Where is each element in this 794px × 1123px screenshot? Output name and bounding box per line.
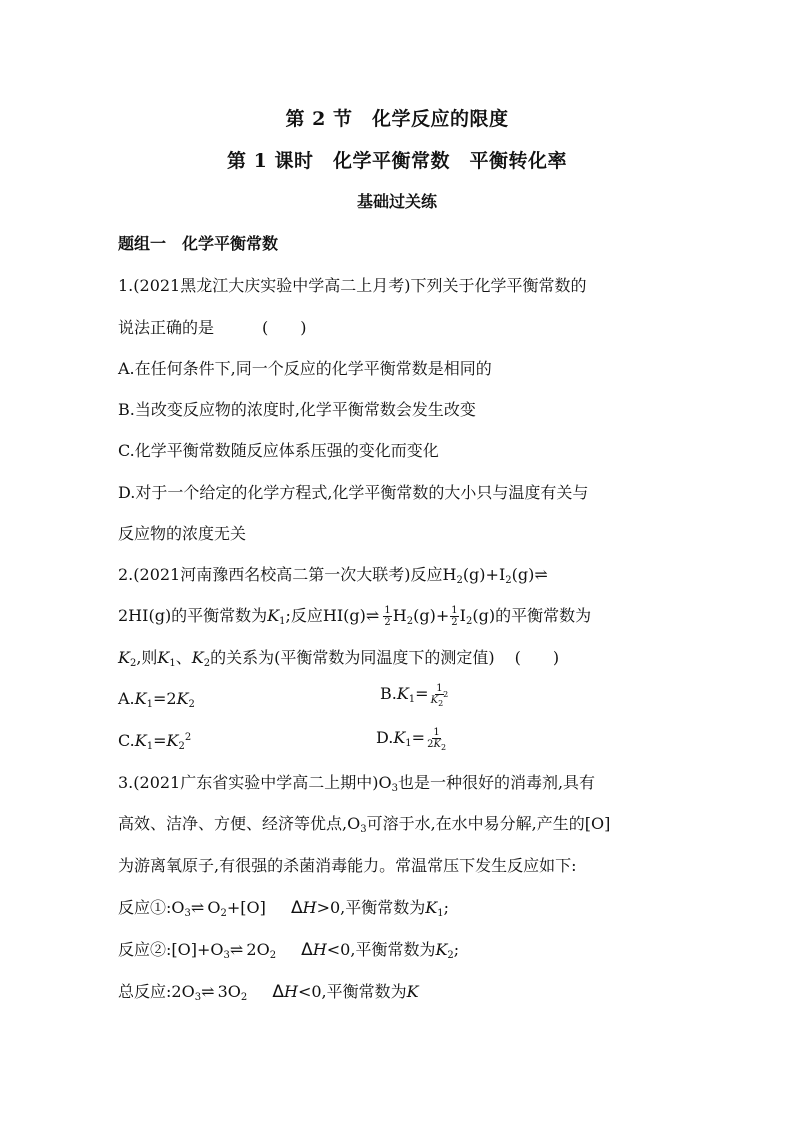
q1-option-d-line2: 反应物的浓度无关 <box>118 524 247 543</box>
delta-symbol: Δ <box>272 982 284 1002</box>
q2-options-row2 <box>118 727 447 752</box>
q2-option-a: $A.K_1=2K_2$ <box>118 689 195 710</box>
q3-reaction-2: 反应$②:[O]+O_3\rightleftharpoons$ $2O_2$ ΔH<0,平衡常数为$K_2$; <box>118 940 460 961</box>
q1-stem-line1: 1.(2021黑龙江大庆实验中学高二上月考)下列关于化学平衡常数的 <box>118 276 587 295</box>
q1-option-b: B.当改变反应物的浓度时,化学平衡常数会发生改变 <box>118 400 476 419</box>
q2-stem-line1: 2.(2021河南豫西名校高二第一次大联考)反应$H_2(g)+I_2(g)\rightleftharpoons$ <box>118 565 546 586</box>
one-half-fraction: $\frac{1}{2}$ <box>451 605 458 628</box>
lesson-title: 第 1 课时 化学平衡常数 平衡转化率 <box>227 150 567 172</box>
q3-stem-line1: 3.(2021广东省实验中学高二上期中)$O_3$也是一种很好的消毒剂,具有 <box>118 773 596 794</box>
q1-option-a: A.在任何条件下,同一个反应的化学平衡常数是相同的 <box>118 359 492 378</box>
q1-stem-text: 说法正确的是 <box>118 318 215 337</box>
section-title: 第 2 节 化学反应的限度 <box>285 108 509 130</box>
delta-symbol: Δ <box>301 940 313 960</box>
q3-stem-line3: 为游离氧原子,有很强的杀菌消毒能力。常温常压下发生反应如下: <box>118 856 577 875</box>
equilibrium-arrow-icon: ⇌ <box>229 940 242 959</box>
q3-stem-line2: 高效、洁净、方便、经济等优点$,O_3$可溶于水,在水中易分解,产生的[O] <box>118 814 611 835</box>
q2-option-c: $C.K_1=K_2^2$ <box>118 731 192 752</box>
delta-symbol: Δ <box>291 898 303 918</box>
q2-stem-line2: 2HI(g)的平衡常数为$K_1$;反应HI(g)⇌ $\frac{1}{2}$ $H_2(g)+$ $\frac{1}{2}$ $I_2(g)$的平衡常数为 <box>118 605 592 628</box>
q2-stem-line3: $K_2$,则$K_1$、$K_2$的关系为(平衡常数为同温度下的测定值) ( ) <box>118 648 560 669</box>
equilibrium-arrow-icon: ⇌ <box>534 565 546 584</box>
equilibrium-arrow-icon: ⇌ <box>365 606 378 625</box>
q2-answer-blank: ( ) <box>514 648 560 667</box>
q2-option-b: $B.K_1=$ $\frac{1}{K_2^2}$ <box>380 683 449 708</box>
equilibrium-arrow-icon: ⇌ <box>190 898 203 917</box>
q3-reaction-1: 反应$①:O_3\rightleftharpoons$ $O_2+[O]$ ΔH>0,平衡常数为$K_1$; <box>118 898 449 919</box>
q1-option-c: C.化学平衡常数随反应体系压强的变化而变化 <box>118 441 439 460</box>
q1-answer-blank: ( ) <box>262 318 307 337</box>
practice-title: 基础过关练 <box>356 192 437 211</box>
q2-options-row1 <box>118 683 449 710</box>
q1-stem-line2 <box>118 318 307 338</box>
q3-reaction-total: 总反应$:2O_3\rightleftharpoons$ $3O_2$ ΔH<0,平衡常数为K <box>118 982 419 1003</box>
group1-title: 题组一 化学平衡常数 <box>118 234 279 253</box>
one-half-fraction: $\frac{1}{2}$ <box>384 605 391 628</box>
q1-option-d-line1: D.对于一个给定的化学方程式,化学平衡常数的大小只与温度有关与 <box>118 483 589 502</box>
equilibrium-arrow-icon: ⇌ <box>201 982 213 1001</box>
q2-option-d: $D.K_1=$ $\frac{1}{2K_2}$ <box>376 727 447 752</box>
